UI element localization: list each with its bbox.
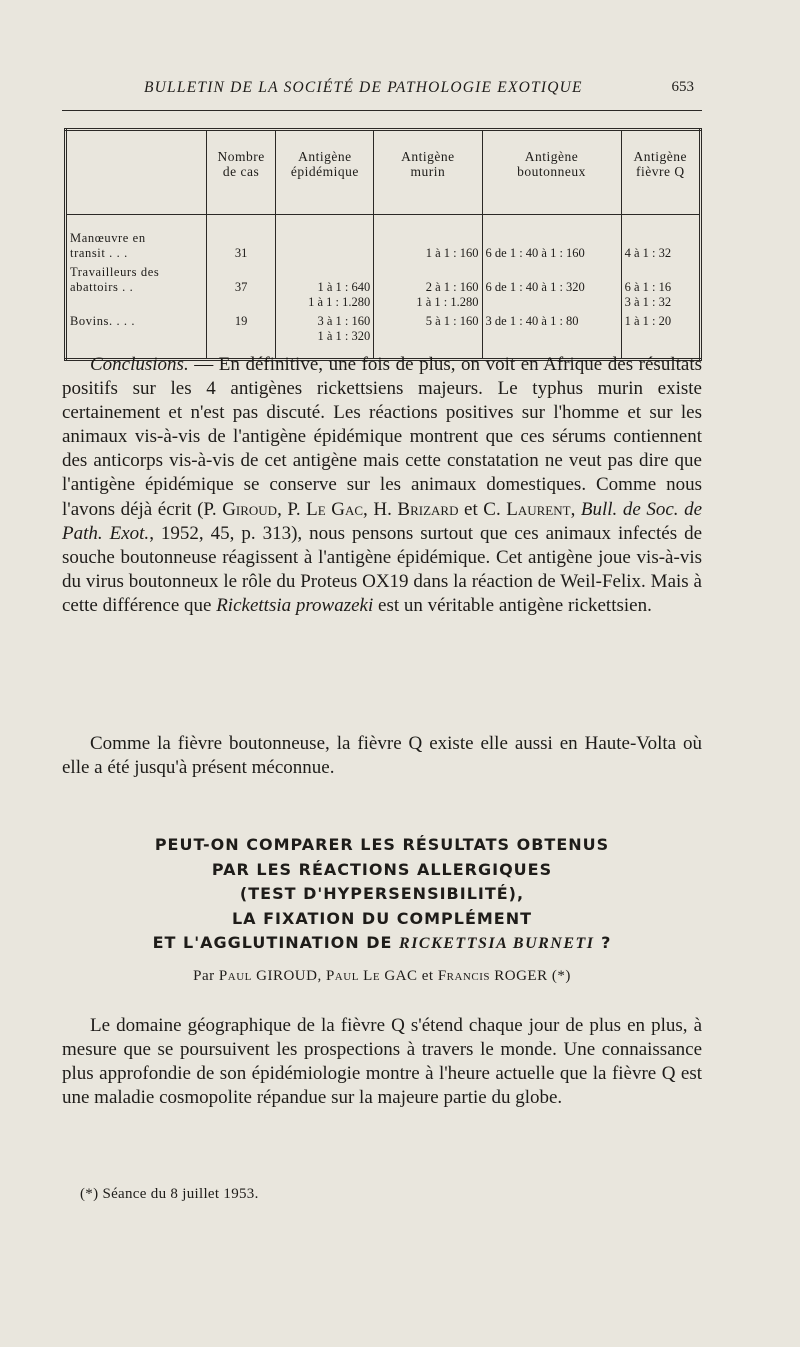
header-cases: Nombre de cas: [206, 130, 276, 215]
fievre-q-cell: 6 à 1 : 16 3 à 1 : 32: [621, 263, 700, 312]
boutonneux-cell: 6 de 1 : 40 à 1 : 160: [482, 215, 621, 264]
title-line: ET L'AGGLUTINATION DE RICKETTSIA BURNETI ?: [152, 933, 612, 952]
fievre-q-cell: 4 à 1 : 32: [621, 215, 700, 264]
cases-cell: 37: [206, 263, 276, 312]
footnote: (*) Séance du 8 juillet 1953.: [80, 1186, 259, 1202]
running-head: [62, 76, 702, 102]
article-title: [62, 833, 702, 957]
species-name: RICKETTSIA BURNETI: [399, 935, 595, 952]
serology-results-table: [64, 128, 702, 361]
header-boutonneux: Antigène boutonneux: [482, 130, 621, 215]
conclusions-paragraph: Conclusions. — En définitive, une fois de plus, on voit en Afrique des résultats positifs sur les 4 antigènes rickettsiens majeurs. Le typhus murin existe certainement et n'est pas discuté. Les réactions positives sur l'homme et sur les animaux vis-à-vis de l'antigène épidémique montrent que ces sérums contiennent des anticorps vis-à-vis de cet antigène mais cette constatation ne veut pas dire que l'antigène épidémique se conserve sur les animaux domestiques. Comme nous l'avons déjà écrit (P. Giroud, P. Le Gac, H. Brizard et C. Laurent, Bull. de Soc. de Path. Exot., 1952, 45, p. 313), nous pensons surtout que ces animaux infectés de souche boutonneuse réagissent à l'antigène épidémique. Cet antigène joue vis-à-vis du virus boutonneux le rôle du Proteus OX19 dans la réaction de Weil-Felix. Mais à cette différence que Rickettsia prowazeki est un véritable antigène rickettsien.: [62, 354, 703, 616]
title-line: PEUT-ON COMPARER LES RÉSULTATS OBTENUS: [154, 835, 610, 854]
row-label: Manœuvre en transit . . .: [70, 231, 146, 260]
murin-cell: 2 à 1 : 160 1 à 1 : 1.280: [374, 263, 482, 312]
header-epidemique: Antigène épidémique: [276, 130, 374, 215]
journal-title: BULLETIN DE LA SOCIÉTÉ DE PATHOLOGIE EXOTIQUE: [144, 79, 583, 96]
table-row: [66, 215, 701, 264]
header-fievre-q: Antigène fièvre Q: [621, 130, 700, 215]
cases-cell: 19: [206, 312, 276, 360]
author-byline: Par Paul GIROUD, Paul Le GAC et Francis ROGER (*): [193, 968, 571, 984]
fievre-q-cell: 1 à 1 : 20: [621, 312, 700, 360]
table-header-row: [66, 130, 701, 215]
table-row: [66, 263, 701, 312]
epidemique-cell: [276, 215, 374, 264]
epidemique-cell: 1 à 1 : 640 1 à 1 : 1.280: [276, 263, 374, 312]
boutonneux-cell: 6 de 1 : 40 à 1 : 320: [482, 263, 621, 312]
title-line: PAR LES RÉACTIONS ALLERGIQUES: [211, 859, 553, 879]
header-rule: [62, 110, 702, 111]
title-line: (TEST D'HYPERSENSIBILITÉ),: [239, 884, 525, 903]
epidemique-cell: 3 à 1 : 160 1 à 1 : 320: [276, 312, 374, 360]
conclusions-lead: Conclusions.: [90, 354, 189, 375]
row-label: Travailleurs des abattoirs . .: [70, 265, 160, 294]
boutonneux-cell: 3 de 1 : 40 à 1 : 80: [482, 312, 621, 360]
title-line: LA FIXATION DU COMPLÉMENT: [231, 908, 533, 928]
murin-cell: 1 à 1 : 160: [374, 215, 482, 264]
row-label: Bovins. . . .: [70, 314, 136, 328]
article-intro-paragraph: Le domaine géographique de la fièvre Q s'étend chaque jour de plus en plus, à mesure que se poursuivent les prospections à travers le monde. Une connaissance plus approfondie de son épidémiologie montre à l'heure actuelle que la fièvre Q est une maladie cosmopolite répandue sur la majeure partie du globe.: [62, 1015, 702, 1109]
cases-cell: 31: [206, 215, 276, 264]
murin-cell: 5 à 1 : 160: [374, 312, 482, 360]
header-category: [66, 130, 207, 215]
page-number: 653: [671, 79, 694, 95]
fever-q-paragraph: Comme la fièvre boutonneuse, la fièvre Q existe elle aussi en Haute-Volta où elle a été jusqu'à présent méconnue.: [62, 733, 702, 779]
header-murin: Antigène murin: [374, 130, 482, 215]
